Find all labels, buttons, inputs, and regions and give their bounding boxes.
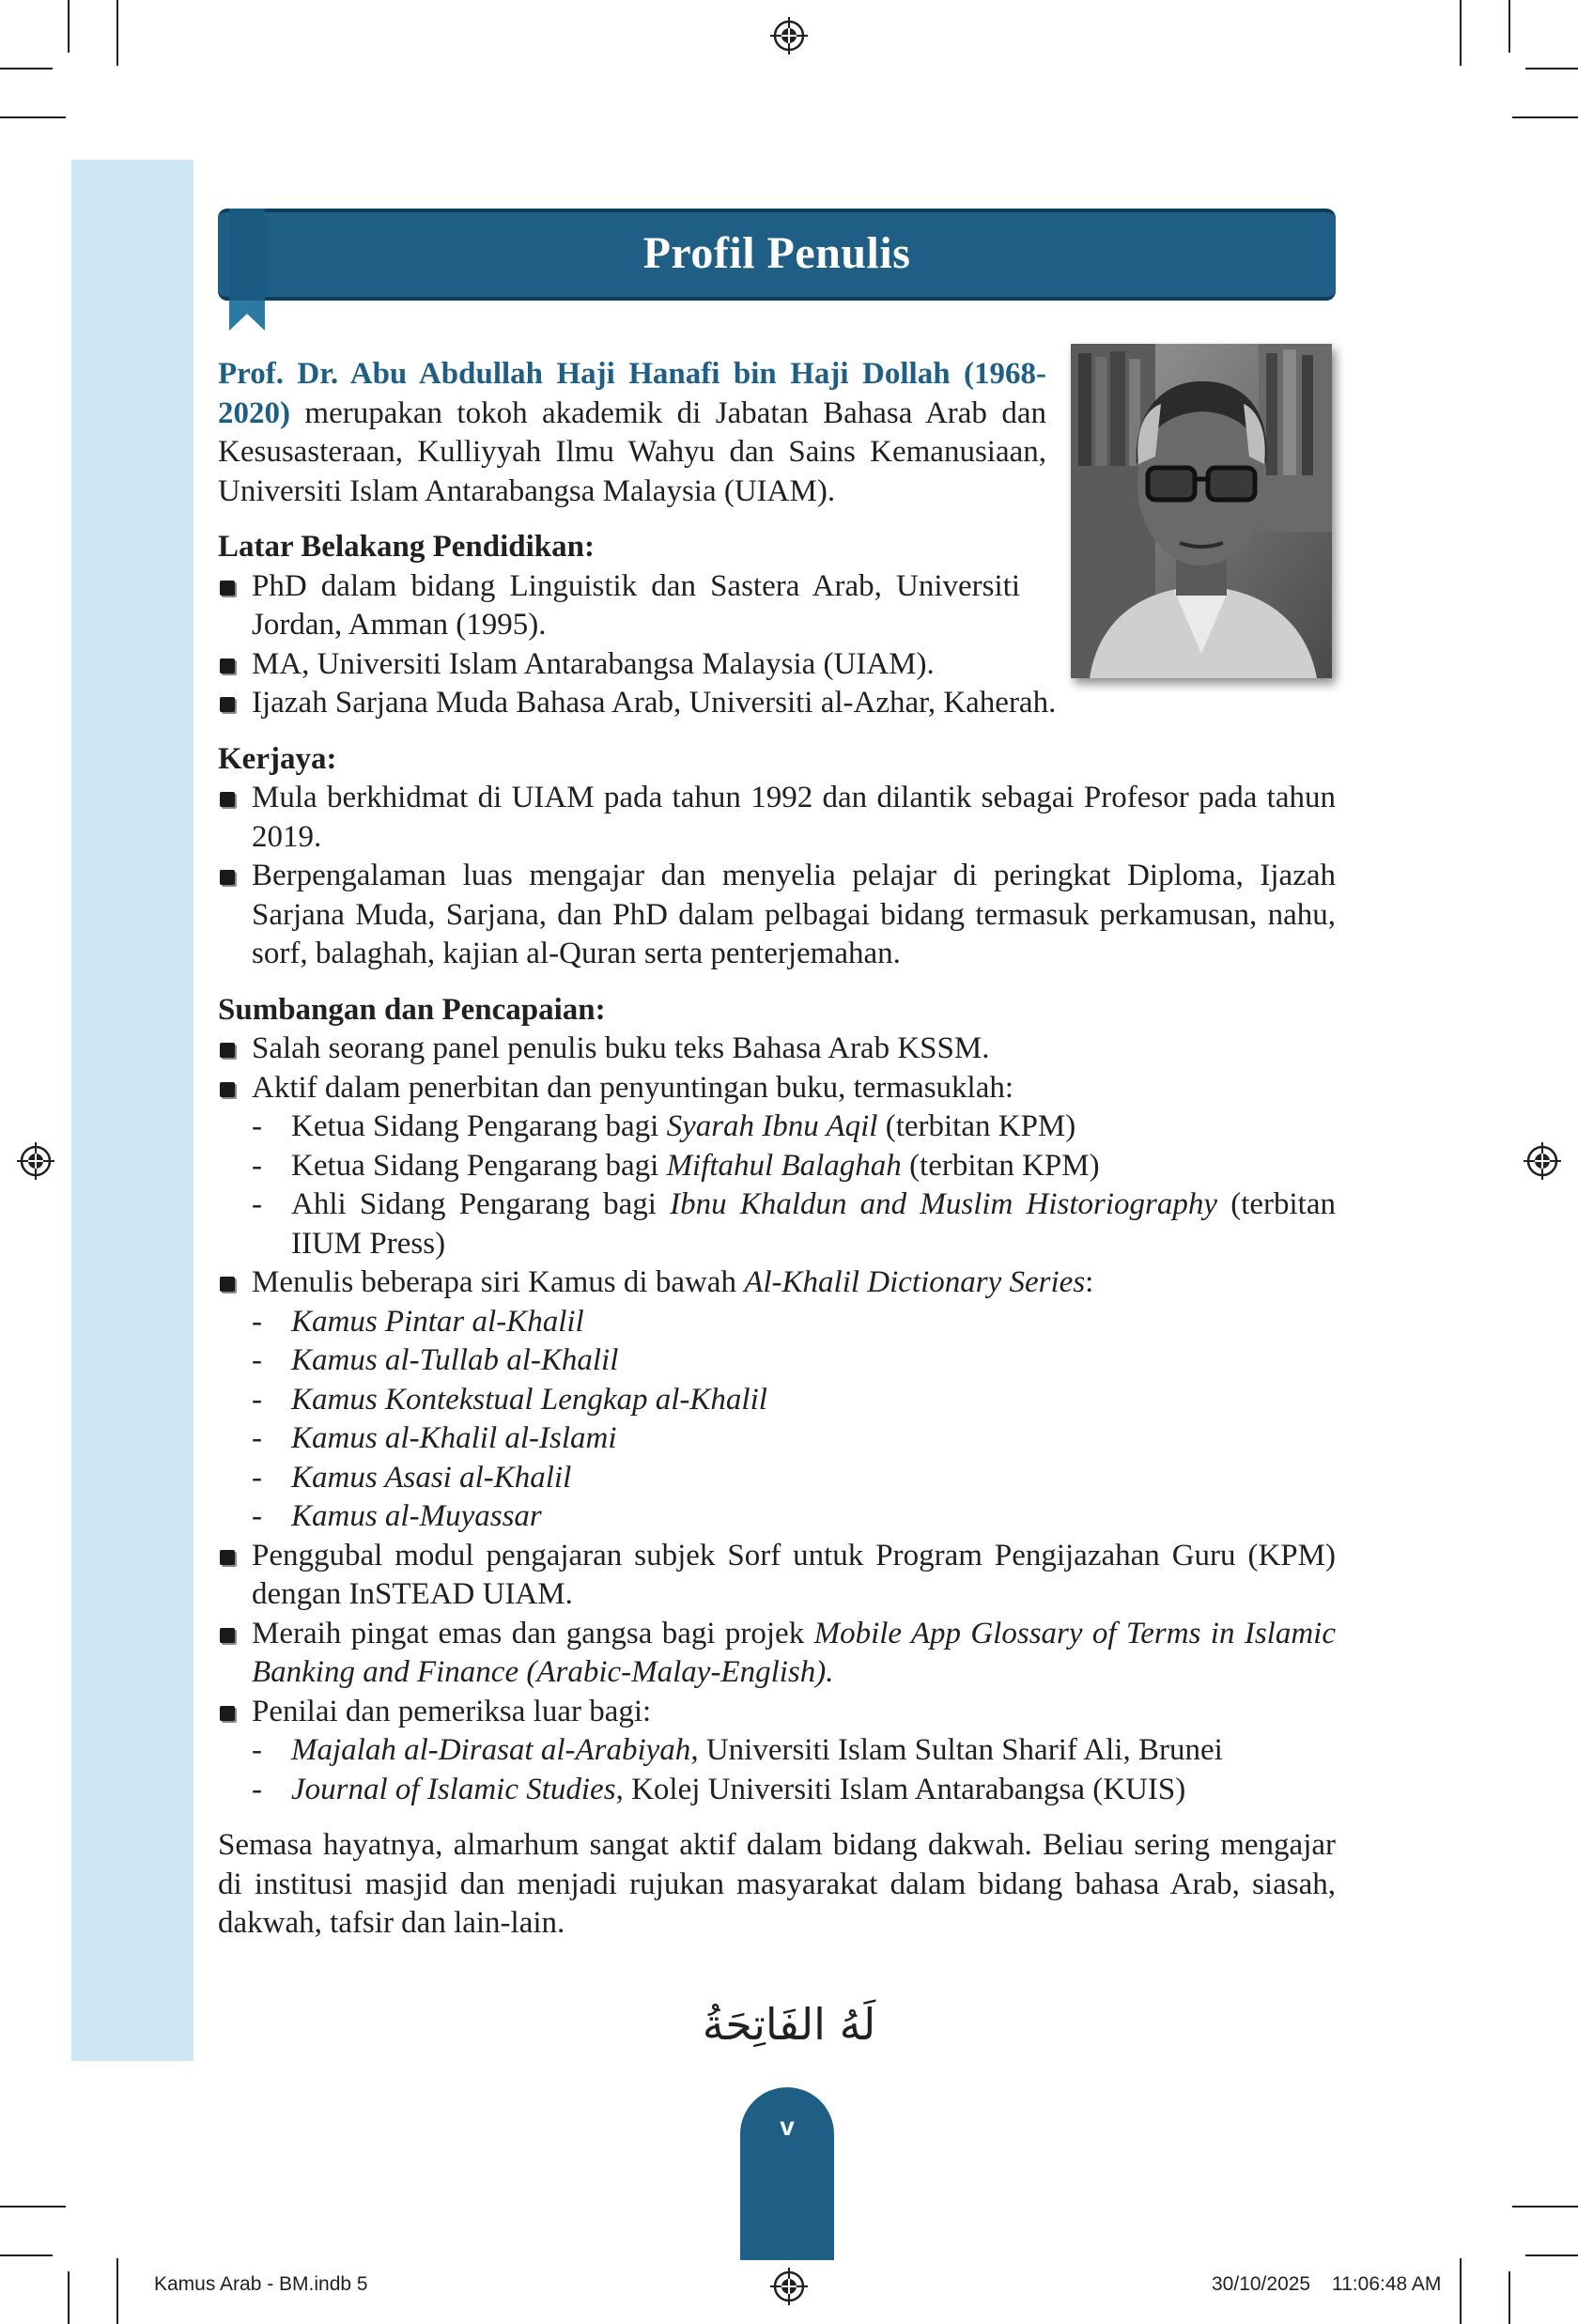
list-item: Salah seorang panel penulis buku teks Bahasa Arab KSSM. [218,1030,1336,1069]
sublist-item: - Kamus Pintar al-Khalil [252,1304,584,1339]
list-item: Penggubal modul pengajaran subjek Sorf untuk Program Pengijazahan Guru (KPM) dengan InSTEAD UIAM. [218,1537,1336,1615]
intro-text: merupakan tokoh akademik di Jabatan Bahasa Arab dan Kesusasteraan, Kulliyyah Ilmu Wahyu dan Sains Kemanusiaan, Universiti Islam Antarabangsa Malaysia (UIAM). [218,395,1046,508]
list-item: Mula berkhidmat di UIAM pada tahun 1992 dan dilantik sebagai Profesor pada tahun 2019. [218,779,1336,857]
sublist-item: - Kamus Asasi al-Khalil [252,1460,572,1495]
registration-mark-icon [17,1142,54,1180]
contributions-heading: Sumbangan dan Pencapaian: [218,992,606,1027]
sidebar-color-band [71,160,193,2061]
crop-mark-br-v2 [1508,2271,1510,2324]
list-item: Berpengalaman luas mengajar dan menyelia pelajar di peringkat Diploma, Ijazah Sarjana Muda, Sarjana, dan PhD dalam pelbagai bidang termasuk perkamusan, nahu, sorf, balaghah, kajian al-Quran serta penterjemahan. [218,857,1336,974]
bookmark-ribbon-icon [229,209,265,331]
crop-mark-tr-h [1512,116,1578,118]
intro-paragraph [218,355,1046,511]
bullet-icon [220,658,235,674]
closing-paragraph: Semasa hayatnya, almarhum sangat aktif dalam bidang dakwah. Beliau sering mengajar di institusi masjid dan menjadi rujukan masyarakat dalam bidang bahasa Arab, siasah, dakwah, tafsir dan lain-lain. [218,1828,1336,1940]
bullet-icon [220,697,235,712]
crop-mark-bl-h [0,2206,66,2208]
slug-date: 30/10/2025 [1212,2273,1311,2295]
career-list [218,779,1336,974]
list-item: Menulis beberapa siri Kamus di bawah Al-Khalil Dictionary Series: - Kamus Pintar al-Khalil - Kamus al-Tullab al-Khalil - Kamus Kontekstual Lengkap al-Khalil - Kamus al-Khalil al-Islami - Kamus Asasi al-Khalil - Kamus al-Muyassar [218,1263,1336,1537]
bullet-icon [220,870,235,885]
crop-mark-tr-h2 [1525,68,1578,70]
registration-mark-icon [770,2268,808,2305]
crop-mark-tl-v2 [68,0,70,53]
education-list [218,567,1336,723]
arabic-prayer: لَهُ الفَاتِحَةُ [702,1999,876,2050]
list-item: PhD dalam bidang Linguistik dan Sastera Arab, Universiti Jordan, Amman (1995). [218,567,1020,645]
crop-mark-tl-h2 [0,68,53,70]
sublist-item: - Kamus al-Khalil al-Islami [252,1421,617,1455]
author-name: Prof. Dr. Abu Abdullah Haji Hanafi bin Haji Dollah (1968-2020) [218,357,1046,430]
crop-mark-tr-v2 [1508,0,1510,53]
bullet-icon [220,1043,235,1058]
sublist-item: - Kamus al-Muyassar [252,1499,542,1533]
list-item: Meraih pingat emas dan gangsa bagi projek Mobile App Glossary of Terms in Islamic Banking and Finance (Arabic-Malay-English). [218,1615,1336,1693]
bullet-icon [220,1277,235,1292]
sublist-item: - Majalah al-Dirasat al-Arabiyah, Universiti Islam Sultan Sharif Ali, Brunei [252,1733,1223,1767]
sublist-item: - Kamus Kontekstual Lengkap al-Khalil [252,1382,767,1417]
registration-mark-icon [1524,1142,1561,1180]
page-number: v [780,2112,795,2141]
sublist-item: - Ahli Sidang Pengarang bagi Ibnu Khaldun and Muslim Historiography (terbitan IIUM Press) [252,1187,1337,1261]
reviewing-sublist [252,1731,1336,1809]
crop-mark-bl-h2 [0,2254,53,2256]
crop-mark-tl-v [116,0,118,66]
sublist-item: - Kamus al-Tullab al-Khalil [252,1343,619,1377]
bullet-icon [220,1706,235,1721]
list-item: Ijazah Sarjana Muda Bahasa Arab, Universiti al-Azhar, Kaherah. [218,684,1336,723]
page-title: Profil Penulis [642,228,911,278]
registration-mark-icon [770,17,808,54]
crop-mark-br-h [1512,2206,1578,2208]
editing-sublist [252,1108,1336,1263]
list-item: MA, Universiti Islam Antarabangsa Malaysia (UIAM). [218,645,1020,685]
slug-time: 11:06:48 AM [1332,2273,1442,2295]
contributions-list [218,1030,1336,1809]
bullet-icon [220,581,235,596]
bullet-icon [220,1628,235,1643]
list-item: Penilai dan pemeriksa luar bagi: - Majalah al-Dirasat al-Arabiyah, Universiti Islam Sultan Sharif Ali, Brunei - Journal of Islamic Studies, Kolej Universiti Islam Antarabangsa (KUIS) [218,1693,1336,1810]
crop-mark-tl-h [0,116,66,118]
list-item: Aktif dalam penerbitan dan penyuntingan buku, termasuklah: - Ketua Sidang Pengarang bagi Syarah Ibnu Aqil (terbitan KPM) - Ketua Sidang Pengarang bagi Miftahul Balaghah (terbitan KPM) - Ahli Sidang Pengarang bagi Ibnu Khaldun and Muslim Historiography (terbitan IIUM Press) [218,1069,1336,1264]
title-banner [218,209,1336,301]
crop-mark-br-v [1460,2258,1462,2324]
slug-file: Kamus Arab - BM.indb 5 [154,2273,368,2295]
dictionary-sublist [252,1303,1336,1537]
sublist-item: - Journal of Islamic Studies, Kolej Universiti Islam Antarabangsa (KUIS) [252,1772,1186,1806]
crop-mark-bl-v2 [68,2271,70,2324]
crop-mark-tr-v [1460,0,1462,66]
sublist-item: - Ketua Sidang Pengarang bagi Syarah Ibnu Aqil (terbitan KPM) [252,1109,1076,1143]
education-heading: Latar Belakang Pendidikan: [218,530,595,564]
page-number-tab [740,2087,834,2260]
bullet-icon [220,1550,235,1565]
bullet-icon [220,1082,235,1097]
crop-mark-bl-v [116,2258,118,2324]
crop-mark-br-h2 [1525,2254,1578,2256]
bullet-icon [220,792,235,807]
sublist-item: - Ketua Sidang Pengarang bagi Miftahul Balaghah (terbitan KPM) [252,1148,1100,1183]
profile-body [218,355,1336,1944]
career-heading: Kerjaya: [218,741,337,776]
